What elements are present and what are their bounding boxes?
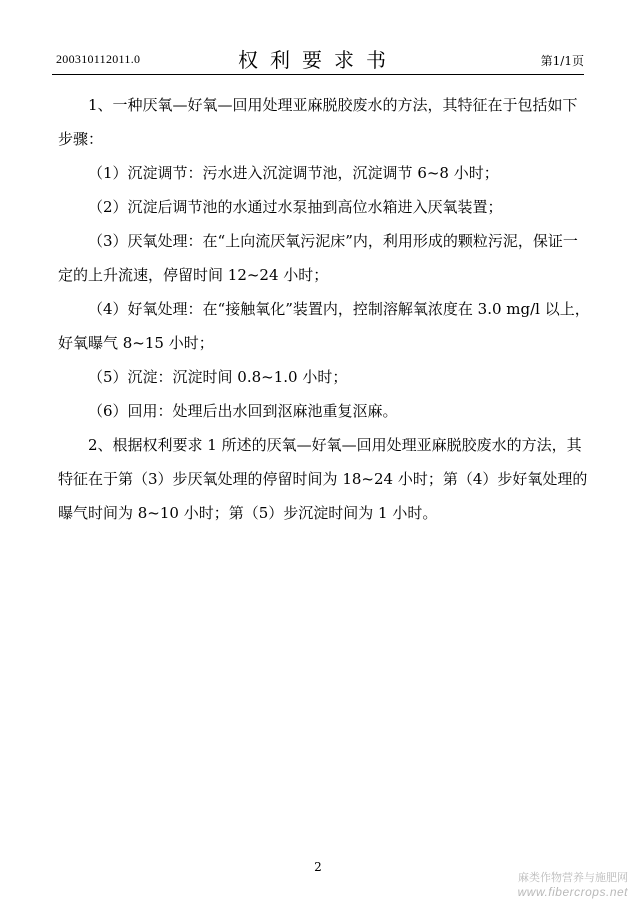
claims-body xyxy=(58,88,590,530)
header-divider xyxy=(52,74,584,75)
claim-1-step-4: （4）好氧处理：在“接触氧化”装置内，控制溶解氧浓度在 3.0 mg/l 以上，好氧曝气 8~15 小时； xyxy=(58,300,590,352)
claim-1-step-3: （3）厌氧处理：在“上向流厌氧污泥床”内，利用形成的颗粒污泥，保证一定的上升流速，停留时间 12~24 小时； xyxy=(58,232,578,284)
claim-1-step-1: （1）沉淀调节：污水进入沉淀调节池，沉淀调节 6~8 小时； xyxy=(88,164,499,182)
claim-1-step-6: （6）回用：处理后出水回到沤麻池重复沤麻。 xyxy=(88,402,398,420)
claim-2-text: 2、根据权利要求 1 所述的厌氧—好氧—回用处理亚麻脱胶废水的方法，其特征在于第（3）步厌氧处理的停留时间为 18~24 小时；第（4）步好氧处理的曝气时间为 8~10 小时；第（5）步沉淀时间为 1 小时。 xyxy=(58,436,588,522)
site-watermark xyxy=(518,871,628,899)
application-number: 200310112011.0 xyxy=(56,52,141,66)
page-number: 2 xyxy=(314,860,322,874)
page-indicator: 第1/1页 xyxy=(540,54,584,68)
claim-2 xyxy=(58,428,590,530)
document-title: 权利要求书 xyxy=(238,48,398,72)
document-header xyxy=(0,0,636,80)
claim-1-text: 1、一种厌氧—好氧—回用处理亚麻脱胶废水的方法，其特征在于包括如下步骤： xyxy=(58,96,578,148)
claim-1 xyxy=(58,88,590,428)
claim-1-step-5: （5）沉淀：沉淀时间 0.8~1.0 小时； xyxy=(88,368,348,386)
watermark-site-name: 麻类作物营养与施肥网 xyxy=(518,871,628,884)
watermark-url: www.fibercrops.net xyxy=(517,885,628,899)
claim-1-step-2: （2）沉淀后调节池的水通过水泵抽到高位水箱进入厌氧装置； xyxy=(88,198,503,216)
